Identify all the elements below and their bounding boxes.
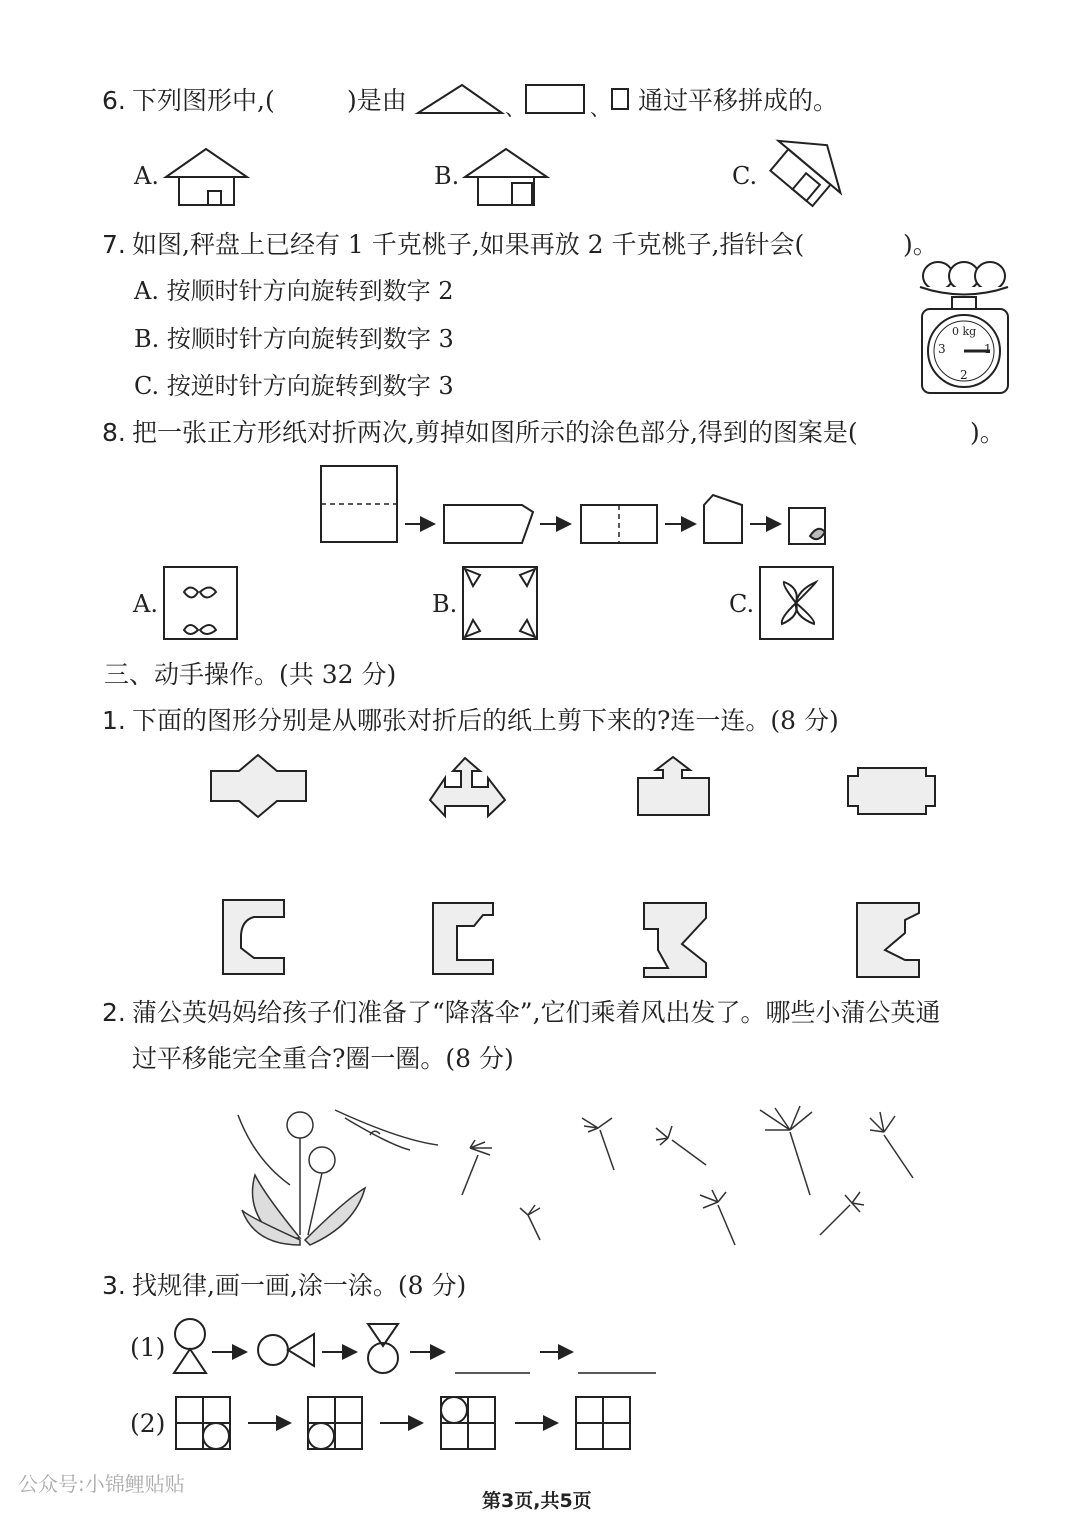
- s3q3-number: 3.: [102, 1271, 126, 1300]
- s3q3-row2-label: (2): [130, 1409, 166, 1438]
- q7-number: 7.: [102, 230, 126, 259]
- q6-number: 6.: [102, 86, 126, 115]
- s3q2-line1: 蒲公英妈妈给孩子们准备了“降落伞”,它们乘着风出发了。哪些小蒲公英通: [132, 998, 941, 1027]
- pattern-1-step-3: [368, 1324, 398, 1373]
- s3q3-row1-label: (1): [130, 1333, 166, 1362]
- s3q3-text: 找规律,画一画,涂一涂。(8 分): [132, 1271, 467, 1300]
- q6-text-b: )是由: [347, 86, 407, 115]
- pattern-1-step-1: [174, 1319, 206, 1373]
- q8-option-b-label: B.: [432, 590, 458, 618]
- pattern-1-step-2: [258, 1334, 314, 1366]
- page-number: 第3页,共5页: [482, 1490, 592, 1512]
- pattern-2-step-2: [308, 1397, 362, 1449]
- q8-option-c-label: C.: [729, 590, 755, 618]
- q7-option-a[interactable]: A. 按顺时针方向旋转到数字 2: [134, 277, 454, 305]
- q6-option-b-label: B.: [434, 162, 460, 190]
- q7-close: )。: [903, 230, 938, 259]
- q8-option-a-label: A.: [133, 590, 158, 618]
- q7-text: 如图,秤盘上已经有 1 千克桃子,如果再放 2 千克桃子,指针会(: [132, 230, 805, 259]
- q7-option-c[interactable]: C. 按逆时针方向旋转到数字 3: [134, 372, 454, 400]
- section-3-title: 三、动手操作。(共 32 分): [104, 660, 397, 689]
- q6-option-c-label: C.: [732, 162, 758, 190]
- q8-close: )。: [970, 418, 1005, 447]
- scale-number-3: 3: [938, 342, 946, 356]
- q6-separator-2: 、: [590, 96, 610, 120]
- pattern-2-answer-grid[interactable]: [576, 1397, 630, 1449]
- q6-text-c: 通过平移拼成的。: [638, 86, 839, 115]
- q8-text: 把一张正方形纸对折两次,剪掉如图所示的涂色部分,得到的图案是(: [132, 418, 858, 447]
- pattern-2-step-3: [441, 1397, 495, 1449]
- s3q1-text: 下面的图形分别是从哪张对折后的纸上剪下来的?连一连。(8 分): [132, 706, 839, 735]
- q6-separator-1: 、: [505, 96, 525, 120]
- scale-unit-label: 0 kg: [952, 325, 977, 338]
- q6-option-a-label: A.: [134, 162, 159, 190]
- scale-number-1: 1: [984, 342, 992, 356]
- q6-text-a: 下列图形中,(: [132, 86, 275, 115]
- watermark: 公众号:小锦鲤贴贴: [18, 1472, 185, 1496]
- s3q1-number: 1.: [102, 706, 126, 735]
- scale-number-2: 2: [960, 368, 968, 382]
- pattern-2-step-1: [176, 1397, 230, 1449]
- s3q2-line2: 过平移能完全重合?圈一圈。(8 分): [132, 1044, 514, 1073]
- q7-option-b[interactable]: B. 按顺时针方向旋转到数字 3: [134, 325, 454, 353]
- s3q2-number: 2.: [102, 998, 126, 1027]
- q8-number: 8.: [102, 418, 126, 447]
